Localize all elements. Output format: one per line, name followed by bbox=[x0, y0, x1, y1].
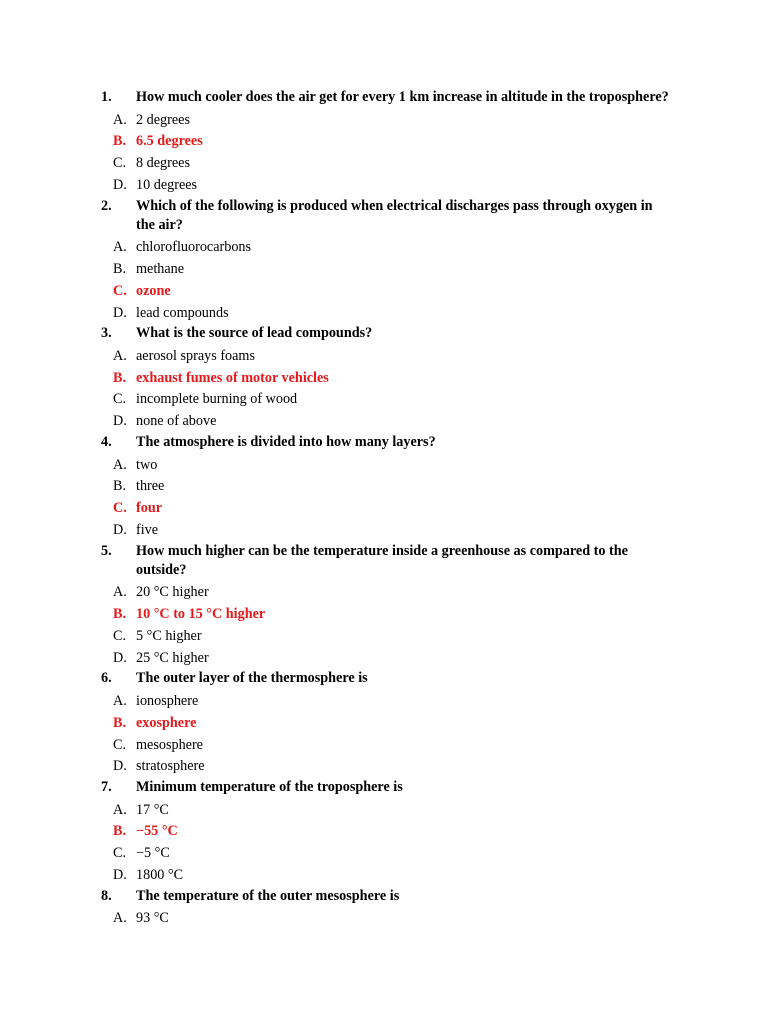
option-letter: B. bbox=[113, 714, 127, 731]
option-letter: D. bbox=[113, 176, 127, 193]
answer-option bbox=[0, 476, 768, 498]
answer-option bbox=[0, 908, 768, 930]
option-letter: B. bbox=[113, 369, 127, 386]
option-text: chlorofluorocarbons bbox=[136, 239, 252, 256]
option-text: methane bbox=[136, 260, 185, 277]
question-block bbox=[0, 887, 768, 930]
option-list bbox=[0, 237, 768, 324]
option-letter: A. bbox=[113, 692, 127, 709]
option-text: ozone bbox=[136, 282, 171, 299]
question-block bbox=[0, 88, 768, 197]
question-text bbox=[0, 197, 768, 235]
answer-option bbox=[0, 756, 768, 778]
question-number: 2. bbox=[101, 197, 112, 214]
answer-option bbox=[0, 411, 768, 433]
correct-answer-option bbox=[0, 131, 768, 153]
answer-option bbox=[0, 303, 768, 325]
question-block bbox=[0, 197, 768, 325]
question-text bbox=[0, 887, 768, 906]
question-block bbox=[0, 669, 768, 778]
option-text: 8 degrees bbox=[136, 155, 190, 172]
answer-option bbox=[0, 346, 768, 368]
option-list bbox=[0, 110, 768, 197]
option-text: 6.5 degrees bbox=[136, 133, 203, 150]
option-text: 25 °C higher bbox=[136, 649, 209, 666]
option-list bbox=[0, 455, 768, 542]
option-letter: D. bbox=[113, 413, 127, 430]
question-block bbox=[0, 542, 768, 670]
option-list bbox=[0, 346, 768, 433]
option-letter: B. bbox=[113, 133, 127, 150]
question-number: 8. bbox=[101, 887, 112, 904]
quiz-document bbox=[0, 88, 768, 930]
option-text: 1800 °C bbox=[136, 867, 184, 884]
option-letter: A. bbox=[113, 801, 127, 818]
option-text: five bbox=[136, 521, 159, 538]
answer-option bbox=[0, 455, 768, 477]
option-text: 5 °C higher bbox=[136, 627, 202, 644]
answer-option bbox=[0, 691, 768, 713]
option-letter: D. bbox=[113, 649, 127, 666]
answer-option bbox=[0, 259, 768, 281]
correct-answer-option bbox=[0, 604, 768, 626]
option-text: stratosphere bbox=[136, 758, 205, 775]
question-number: 3. bbox=[101, 325, 112, 342]
option-letter: D. bbox=[113, 758, 127, 775]
option-text: none of above bbox=[136, 413, 217, 430]
question-text bbox=[0, 324, 768, 343]
question-text bbox=[0, 778, 768, 797]
option-text: 17 °C bbox=[136, 801, 169, 818]
question-stem: What is the source of lead compounds? bbox=[136, 325, 373, 342]
option-letter: A. bbox=[113, 456, 127, 473]
answer-option bbox=[0, 153, 768, 175]
option-text: aerosol sprays foams bbox=[136, 347, 255, 364]
option-text: lead compounds bbox=[136, 304, 229, 321]
option-text: 10 °C to 15 °C higher bbox=[136, 606, 266, 623]
question-number: 5. bbox=[101, 542, 112, 559]
option-list bbox=[0, 800, 768, 887]
option-letter: A. bbox=[113, 584, 127, 601]
question-stem: Minimum temperature of the troposphere is bbox=[136, 779, 403, 796]
option-list bbox=[0, 582, 768, 669]
option-letter: A. bbox=[113, 910, 127, 927]
option-text: four bbox=[136, 500, 163, 517]
answer-option bbox=[0, 520, 768, 542]
question-stem: The outer layer of the thermosphere is bbox=[136, 670, 368, 687]
question-number: 7. bbox=[101, 779, 112, 796]
answer-option bbox=[0, 389, 768, 411]
option-text: 10 degrees bbox=[136, 176, 198, 193]
option-letter: B. bbox=[113, 606, 127, 623]
answer-option bbox=[0, 735, 768, 757]
question-number: 6. bbox=[101, 670, 112, 687]
correct-answer-option bbox=[0, 368, 768, 390]
option-letter: A. bbox=[113, 239, 127, 256]
option-letter: C. bbox=[113, 500, 127, 517]
answer-option bbox=[0, 648, 768, 670]
option-letter: A. bbox=[113, 111, 127, 128]
question-stem: Which of the following is produced when electrical discharges pass through oxygen in the air? bbox=[136, 197, 653, 233]
option-text: exosphere bbox=[136, 714, 197, 731]
question-block bbox=[0, 324, 768, 433]
correct-answer-option bbox=[0, 498, 768, 520]
option-letter: B. bbox=[113, 478, 127, 495]
question-block bbox=[0, 778, 768, 887]
question-block bbox=[0, 433, 768, 542]
option-letter: B. bbox=[113, 823, 127, 840]
option-text: 2 degrees bbox=[136, 111, 190, 128]
question-number: 1. bbox=[101, 89, 112, 105]
answer-option bbox=[0, 865, 768, 887]
option-letter: A. bbox=[113, 347, 127, 364]
option-letter: D. bbox=[113, 867, 127, 884]
option-letter: D. bbox=[113, 521, 127, 538]
question-stem: How much higher can be the temperature inside a greenhouse as compared to the outside? bbox=[136, 542, 628, 578]
option-letter: D. bbox=[113, 304, 127, 321]
question-text bbox=[0, 542, 768, 580]
question-stem: The atmosphere is divided into how many layers? bbox=[136, 434, 436, 451]
option-letter: C. bbox=[113, 845, 127, 862]
answer-option bbox=[0, 800, 768, 822]
correct-answer-option bbox=[0, 713, 768, 735]
question-text bbox=[0, 433, 768, 452]
option-text: −55 °C bbox=[136, 823, 178, 840]
correct-answer-option bbox=[0, 281, 768, 303]
answer-option bbox=[0, 843, 768, 865]
option-letter: C. bbox=[113, 282, 127, 299]
option-text: two bbox=[136, 456, 158, 473]
option-letter: C. bbox=[113, 391, 127, 408]
option-letter: B. bbox=[113, 260, 127, 277]
question-number: 4. bbox=[101, 434, 112, 451]
correct-answer-option bbox=[0, 821, 768, 843]
answer-option bbox=[0, 582, 768, 604]
option-list bbox=[0, 908, 768, 930]
option-text: incomplete burning of wood bbox=[136, 391, 298, 408]
question-text bbox=[0, 88, 768, 107]
option-text: three bbox=[136, 478, 165, 495]
question-stem: The temperature of the outer mesosphere is bbox=[136, 887, 400, 904]
option-text: −5 °C bbox=[136, 845, 170, 862]
option-text: 93 °C bbox=[136, 910, 169, 927]
answer-option bbox=[0, 175, 768, 197]
option-text: ionosphere bbox=[136, 692, 199, 709]
option-text: exhaust fumes of motor vehicles bbox=[136, 369, 329, 386]
answer-option bbox=[0, 626, 768, 648]
question-stem: How much cooler does the air get for every 1 km increase in altitude in the troposphere? bbox=[136, 89, 669, 105]
answer-option bbox=[0, 237, 768, 259]
option-letter: C. bbox=[113, 736, 127, 753]
option-text: 20 °C higher bbox=[136, 584, 209, 601]
answer-option bbox=[0, 110, 768, 132]
option-letter: C. bbox=[113, 155, 127, 172]
option-letter: C. bbox=[113, 627, 127, 644]
option-text: mesosphere bbox=[136, 736, 203, 753]
question-text bbox=[0, 669, 768, 688]
option-list bbox=[0, 691, 768, 778]
